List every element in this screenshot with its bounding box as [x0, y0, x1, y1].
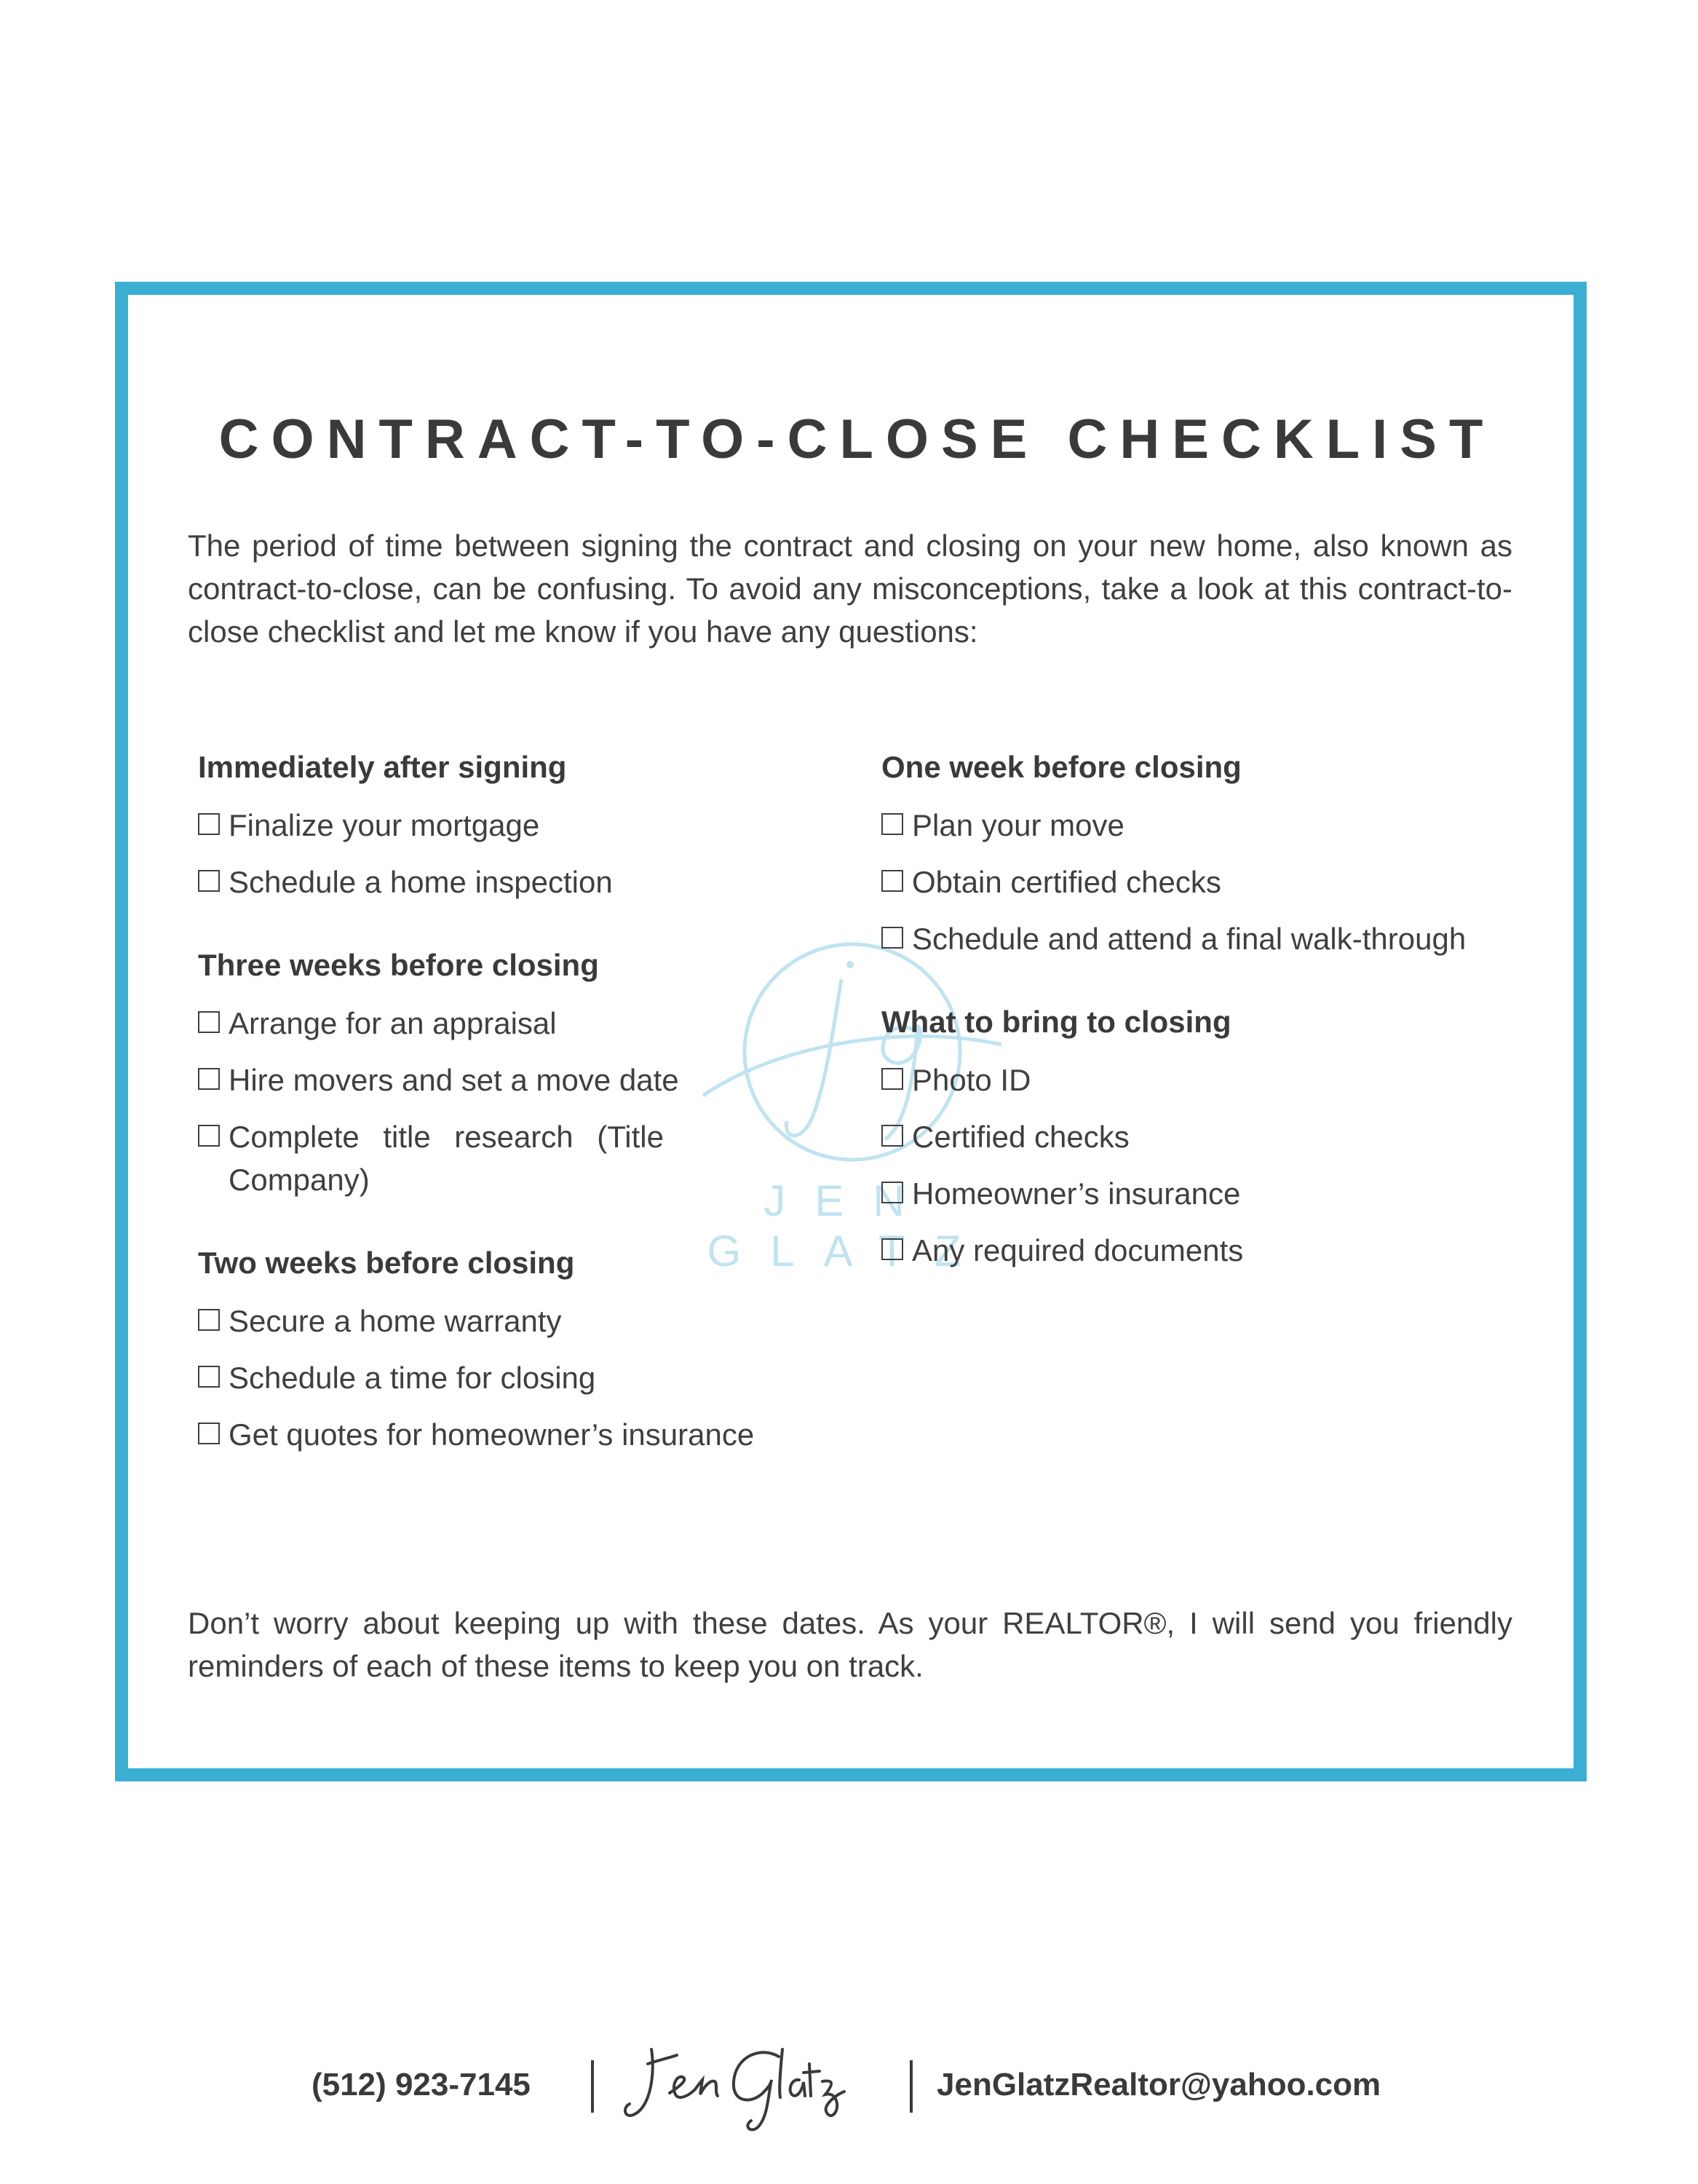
checklist-item: [881, 917, 1500, 960]
signature-icon: [619, 2035, 888, 2137]
footer-email[interactable]: JenGlatzRealtor@yahoo.com: [937, 2067, 1381, 2102]
section-heading: Immediately after signing: [198, 750, 567, 784]
checklist-item-label: Finalize your mortgage: [229, 808, 540, 842]
checklist-item-label: Hire movers and set a move date: [229, 1063, 679, 1097]
page-title: CONTRACT-TO-CLOSE CHECKLIST: [218, 408, 1496, 470]
checklist-item: [198, 860, 824, 903]
watermark-text: JEN GLATZ: [707, 1176, 991, 1275]
checkbox[interactable]: [881, 870, 903, 892]
checkbox[interactable]: [881, 1182, 903, 1203]
section-two-weeks-before-closing: [198, 1242, 824, 1456]
footer: [0, 2035, 1698, 2137]
checklist-item-label: Secure a home warranty: [229, 1304, 562, 1338]
checklist-item: [881, 1172, 1500, 1215]
checkbox[interactable]: [198, 813, 220, 835]
checklist-item-label: Complete title research (Title Company): [229, 1120, 664, 1197]
section-one-week-before-closing: [881, 746, 1500, 960]
section-immediately-after-signing: [198, 746, 824, 903]
checklist-item-label: Certified checks: [912, 1120, 1130, 1154]
checklist-item-label: Any required documents: [912, 1233, 1244, 1267]
checklist-item-label: Get quotes for homeowner’s insurance: [229, 1417, 755, 1452]
checklist-item-label: Photo ID: [912, 1063, 1031, 1097]
checklist-item-label: Schedule and attend a final walk-through: [912, 922, 1467, 956]
checklist-item: [198, 1002, 824, 1045]
section-heading: Three weeks before closing: [198, 948, 599, 982]
footer-phone[interactable]: (512) 923-7145: [312, 2067, 531, 2102]
checkbox[interactable]: [881, 1068, 903, 1090]
checklist-item: [881, 1229, 1500, 1272]
checkbox[interactable]: [881, 813, 903, 835]
checklist-item-label: Arrange for an appraisal: [229, 1006, 557, 1040]
checklist-item: [881, 804, 1500, 847]
checkbox[interactable]: [198, 1011, 220, 1033]
checklist-item-label: Obtain certified checks: [912, 865, 1221, 899]
section-three-weeks-before-closing: [198, 944, 824, 1201]
checklist-item: [198, 1059, 824, 1101]
outro-paragraph: Don’t worry about keeping up with these dates. As your REALTOR®, I will send you friendly reminders of each of these items to keep you on track.: [188, 1606, 1512, 1683]
checkbox[interactable]: [198, 1125, 220, 1147]
checklist-item-label: Schedule a home inspection: [229, 865, 613, 899]
footer-divider: [910, 2060, 913, 2113]
right-column: [881, 746, 1500, 1313]
checklist-item-label: Homeowner’s insurance: [912, 1176, 1241, 1211]
checkbox[interactable]: [881, 1238, 903, 1260]
checklist-item: [198, 1356, 824, 1399]
checklist-item: [881, 1059, 1500, 1101]
checkbox[interactable]: [198, 1366, 220, 1388]
left-column: [198, 746, 824, 1497]
checkbox[interactable]: [198, 1068, 220, 1090]
checklist-item-label: Schedule a time for closing: [229, 1361, 596, 1395]
checklist-item: [881, 1115, 1500, 1158]
footer-divider: [591, 2060, 594, 2113]
checkbox[interactable]: [198, 1423, 220, 1444]
intro-paragraph: The period of time between signing the contract and closing on your new home, also known as contract-to-close, can be confusing. To avoid any misconceptions, take a look at this contract-to-close checklist and let me know if you have any questions:: [188, 529, 1512, 649]
checklist-frame: [115, 282, 1587, 1781]
section-heading: What to bring to closing: [881, 1005, 1231, 1039]
section-heading: One week before closing: [881, 750, 1242, 784]
checklist-item: [198, 804, 824, 847]
checklist-item-label: Plan your move: [912, 808, 1124, 842]
checklist-item: [198, 1115, 664, 1201]
section-heading: Two weeks before closing: [198, 1246, 575, 1280]
section-what-to-bring-to-closing: [881, 1001, 1500, 1272]
checkbox[interactable]: [881, 1125, 903, 1147]
checklist-item: [881, 860, 1500, 903]
checkbox[interactable]: [881, 927, 903, 949]
checkbox[interactable]: [198, 1309, 220, 1331]
checklist-item: [198, 1299, 824, 1342]
checklist-item: [198, 1413, 824, 1456]
checkbox[interactable]: [198, 870, 220, 892]
